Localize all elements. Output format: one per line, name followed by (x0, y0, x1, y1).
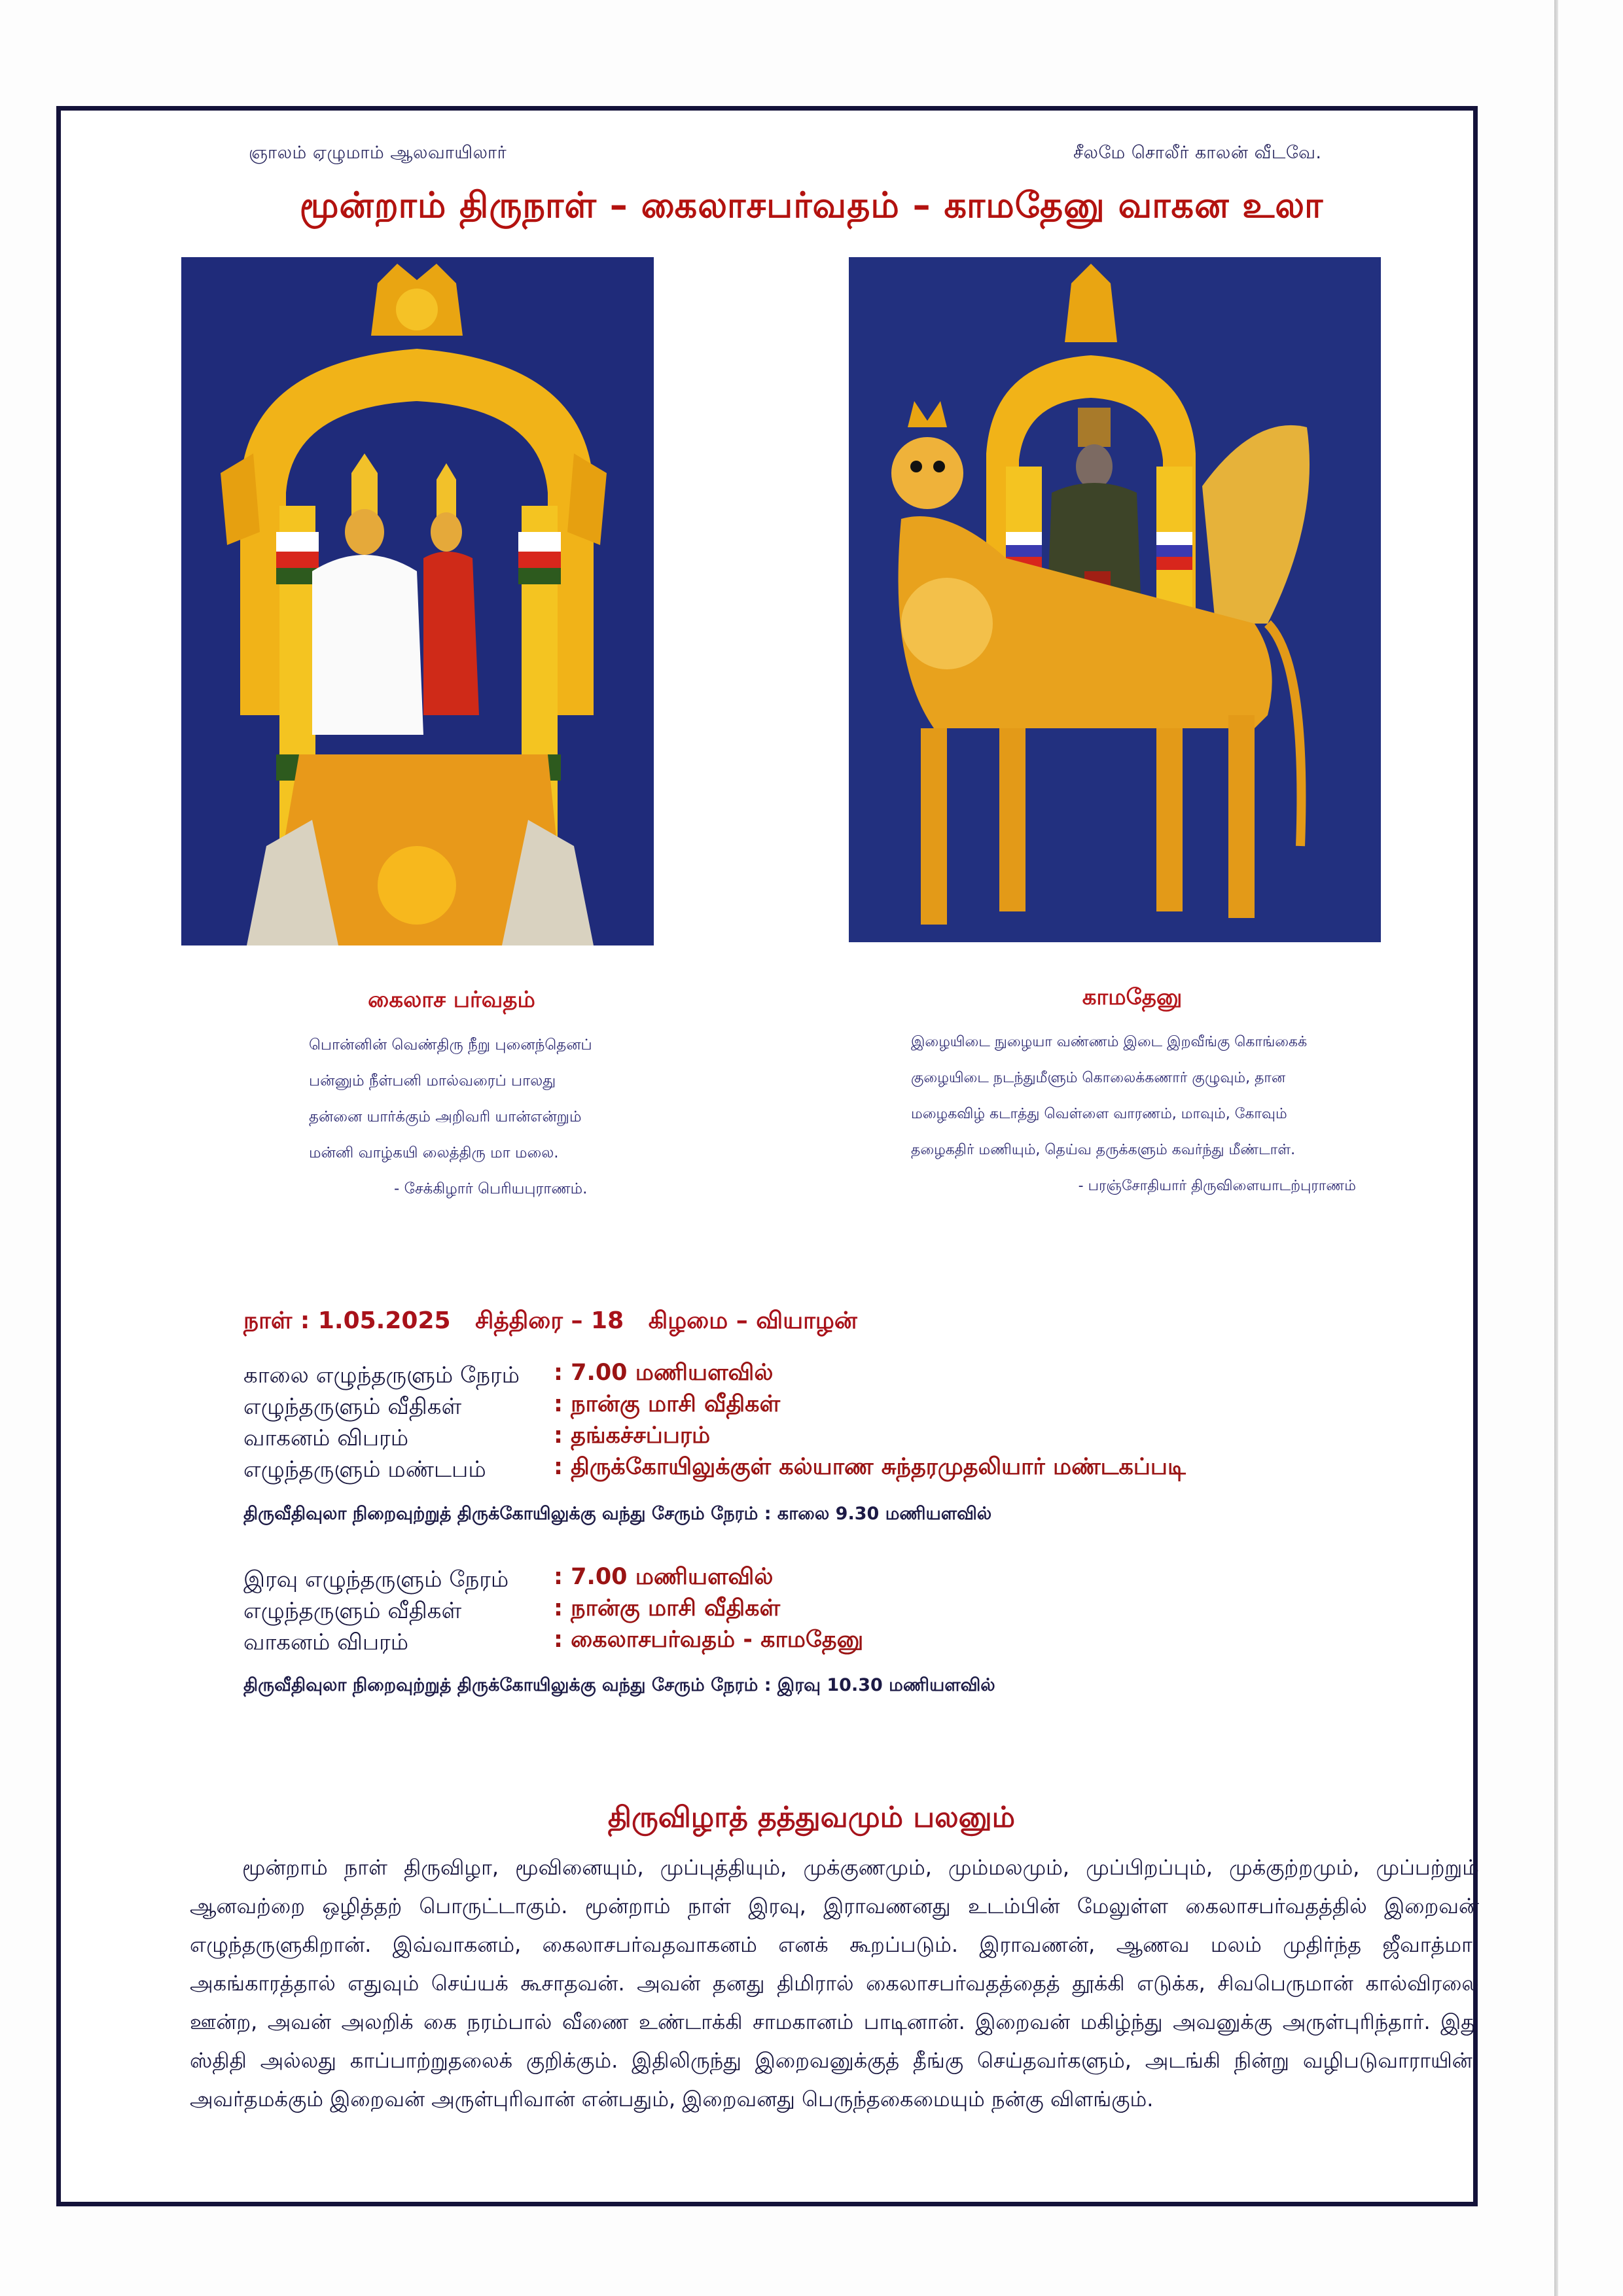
verse-line: தழைகதிர் மணியும், தெய்வ தருக்களும் கவர்ந்து மீண்டாள். (911, 1142, 1296, 1158)
night-return-time: திருவீதிவுலா நிறைவுற்றுத் திருக்கோயிலுக்கு வந்து சேரும் நேரம் : இரவு 10.30 மணியளவில் (243, 1675, 995, 1695)
significance-paragraph: மூன்றாம் நாள் திருவிழா, மூவினையும், முப்புத்தியும், முக்குணமும், மும்மலமும், முப்பிறப்பும், முக்குற்றமும், முப்பற்றும் ஆனவற்றை ஒழித்தற் பொருட்டாகும். மூன்றாம் நாள் இரவு, இராவணனது உடம்பின் மேலுள்ள கைலாசபர்வதத்தில் இறைவன் எழுந்தருளுகிறான். இவ்வாகனம், கைலாசபர்வதவாகனம் எனக் கூறப்படும். இராவணன், ஆணவ மலம் முதிர்ந்த ஜீவாத்மா. அகங்காரத்தால் எதுவும் செய்யக் கூசாதவன். அவன் தனது திமிரால் கைலாசபர்வதத்தைத் தூக்கி எடுக்க, சிவபெருமான் கால்விரலை ஊன்ற, அவன் அலறிக் கை நரம்பால் வீணை உண்டாக்கி சாமகானம் பாடினான். இறைவன் மகிழ்ந்து அவனுக்கு அருள்புரிந்தார். இது ஸ்திதி அல்லது காப்பாற்றுதலைக் குறிக்கும். இதிலிருந்து இறைவனுக்குத் தீங்கு செய்தவர்களும், அடங்கி நின்று வழிபடுவாராயின், அவர்தமக்கும் இறைவன் அருள்புரிவான் என்பதும், இறைவனது பெருந்தகைமையும் நன்கு விளங்கும். (190, 1855, 1480, 2111)
sched-label-morning-vahanam: வாகனம் விபரம் (243, 1425, 409, 1451)
header-verse-left: ஞாலம் ஏழுமாம் ஆலவாயிலார் (249, 143, 507, 163)
caption-title-kamadhenu: காமதேனு (1082, 984, 1183, 1010)
deity-image-icon (181, 257, 654, 945)
sched-value-night-time: : 7.00 மணியளவில் (554, 1564, 774, 1590)
sched-value-morning-mandapam: : திருக்கோயிலுக்குள் கல்யாண சுந்தரமுதலியார் மண்டகப்படி (554, 1454, 1186, 1480)
morning-return-time: திருவீதிவுலா நிறைவுற்றுத் திருக்கோயிலுக்கு வந்து சேரும் நேரம் : காலை 9.30 மணியளவில் (243, 1504, 992, 1524)
verse-kamadhenu (911, 1024, 1356, 1204)
kailasa-parvatham-photo (181, 257, 654, 945)
sched-value-night-vahanam: : கைலாசபர்வதம் - காமதேனு (554, 1627, 864, 1653)
sched-label-morning-time: காலை எழுந்தருளும் நேரம் (243, 1362, 520, 1388)
sched-label-night-vahanam: வாகனம் விபரம் (243, 1629, 409, 1655)
sched-value-night-streets: : நான்கு மாசி வீதிகள் (554, 1595, 781, 1621)
verse-source: - சேக்கிழார் பெரியபுராணம். (394, 1180, 588, 1197)
page-edge (1554, 0, 1558, 2296)
verse-kailasa (309, 1027, 636, 1207)
kamadhenu-photo (849, 257, 1381, 942)
sched-label-morning-mandapam: எழுந்தருளும் மண்டபம் (243, 1457, 486, 1483)
deity-image-icon (849, 257, 1381, 942)
verse-line: மன்னி வாழ்கயி லைத்திரு மா மலை. (309, 1144, 559, 1161)
sched-value-morning-time: : 7.00 மணியளவில் (554, 1360, 774, 1386)
verse-line: மழைகவிழ் கடாத்து வெள்ளை வாரணம், மாவும், கோவும் (911, 1106, 1287, 1122)
sched-label-night-time: இரவு எழுந்தருளும் நேரம் (243, 1566, 509, 1593)
verse-line: குழையிடை நடந்துமீளும் கொலைக்கணார் குழுவும், தான (911, 1070, 1286, 1086)
verse-source: - பரஞ்சோதியார் திருவிளையாடற்புராணம் (1078, 1178, 1356, 1194)
caption-title-kailasa: கைலாச பர்வதம் (368, 987, 535, 1013)
page-title: மூன்றாம் திருநாள் – கைலாசபர்வதம் – காமதேனு வாகன உலா (299, 185, 1324, 226)
sched-label-night-streets: எழுந்தருளும் வீதிகள் (243, 1598, 462, 1624)
significance-heading: திருவிழாத் தத்துவமும் பலனும் (607, 1801, 1016, 1834)
verse-line: தன்னை யார்க்கும் அறிவரி யான்என்றும் (309, 1108, 582, 1125)
sched-value-morning-vahanam: : தங்கச்சப்பரம் (554, 1422, 711, 1449)
verse-line: பொன்னின் வெண்திரு நீறு புனைந்தெனப் (309, 1036, 592, 1053)
date-line: நாள் : 1.05.2025 சித்திரை – 18 கிழமை – வியாழன் (243, 1307, 857, 1334)
verse-line: பன்னும் நீள்பனி மால்வரைப் பாலது (309, 1072, 556, 1089)
sched-label-morning-streets: எழுந்தருளும் வீதிகள் (243, 1394, 462, 1420)
header-verse-right: சீலமே சொலீர் காலன் வீடவே. (1073, 143, 1322, 163)
verse-line: இழையிடை நுழையா வண்ணம் இடை இறவீங்கு கொங்கைக் (911, 1034, 1308, 1050)
sched-value-morning-streets: : நான்கு மாசி வீதிகள் (554, 1391, 781, 1417)
